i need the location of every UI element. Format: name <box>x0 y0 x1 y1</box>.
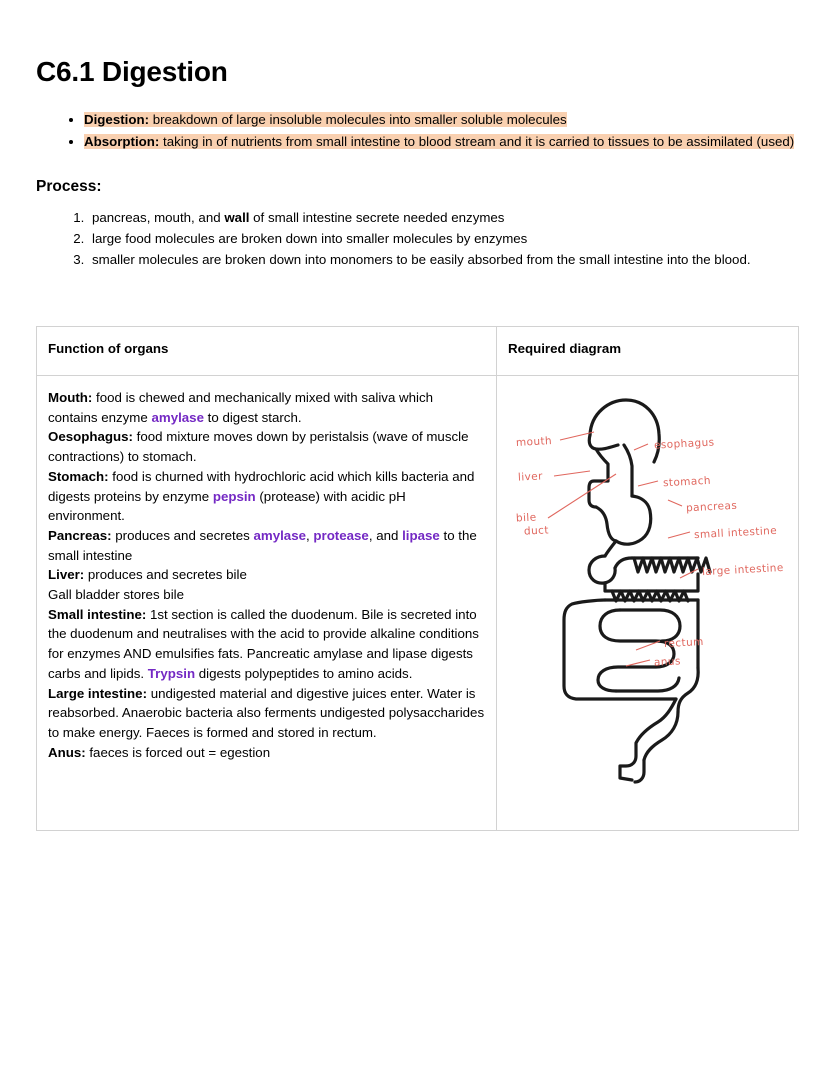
table-header-row <box>37 327 799 376</box>
page-title: C6.1 Digestion <box>36 56 228 87</box>
enzyme-term: amylase <box>151 409 204 425</box>
enzyme-term: Trypsin <box>147 665 196 681</box>
organ-functions-cell <box>37 376 497 831</box>
diagram-label-rectum: rectum <box>663 635 705 651</box>
organ-entry <box>48 587 184 602</box>
process-step-text-pre: large food molecules are broken down into smaller molecules by enzymes <box>92 230 528 246</box>
column-header-functions: Function of organs <box>37 327 497 376</box>
organ-description: Gall bladder stores bile <box>48 587 184 603</box>
definitions-list <box>36 110 798 152</box>
diagram-label-pancreas: pancreas <box>685 499 738 515</box>
definition-highlight <box>84 134 794 149</box>
definition-item-digestion <box>84 110 798 131</box>
organ-name: Stomach: <box>48 468 109 484</box>
organ-description: food mixture moves down by peristalsis (wave of muscle contractions) to stomach. <box>48 429 469 465</box>
definition-text: breakdown of large insoluble molecules into smaller soluble molecules <box>149 112 567 128</box>
organ-entry <box>48 528 477 563</box>
diagram-label-anus: anus <box>653 655 682 669</box>
organ-entry <box>48 390 433 425</box>
organ-name: Oesophagus: <box>48 429 133 445</box>
process-heading: Process: <box>36 178 102 196</box>
definition-highlight <box>84 112 567 127</box>
organ-description: 1st section is called the duodenum. Bile is secreted into the duodenum and neutralises with the acid to provide alkaline conditions for enzymes AND emulsifies fats. Pancreatic amylase and lipase digests carbs and lipids. <box>48 606 479 681</box>
organ-name: Mouth: <box>48 390 93 405</box>
process-step-text-bold: wall <box>224 210 250 226</box>
organ-description: , and <box>368 527 403 543</box>
organ-entry <box>48 429 468 464</box>
organ-description: digests polypeptides to amino acids. <box>195 665 413 681</box>
process-step <box>88 250 798 271</box>
organ-name: Large intestine: <box>48 685 148 701</box>
process-step-text-pre: smaller molecules are broken down into monomers to be easily absorbed from the small intestine into the blood. <box>92 251 751 267</box>
organ-entry <box>48 607 479 681</box>
diagram-label-small-intestine: small intestine <box>693 524 778 542</box>
enzyme-term: lipase <box>402 527 440 543</box>
organ-description: food is chewed and mechanically mixed with saliva which contains enzyme <box>48 390 434 425</box>
process-steps-list <box>36 208 798 270</box>
organ-description: food is churned with hydrochloric acid which kills bacteria and digests proteins by enzyme <box>48 468 475 504</box>
diagram-label-liver: liver <box>517 470 544 484</box>
diagram-label-mouth: mouth <box>515 435 553 449</box>
digestive-system-diagram <box>508 388 808 818</box>
definition-term: Absorption: <box>84 133 160 149</box>
diagram-label-duct: duct <box>523 524 550 538</box>
organ-entry <box>48 469 474 523</box>
organ-entry <box>48 686 484 740</box>
organ-name: Anus: <box>48 744 86 760</box>
diagram-cell <box>497 376 799 831</box>
process-step-text-post: of small intestine secrete needed enzymes <box>249 210 505 226</box>
organ-description: produces and secretes <box>111 527 254 543</box>
organ-entry <box>48 745 270 760</box>
column-header-diagram: Required diagram <box>497 327 799 376</box>
organ-function-table <box>36 326 799 831</box>
process-step <box>88 229 798 250</box>
definition-term: Digestion: <box>84 112 150 128</box>
organ-description: faeces is forced out = egestion <box>85 744 271 760</box>
organ-description: to the small intestine <box>48 527 477 563</box>
organ-description: undigested material and digestive juices enter. Water is reabsorbed. Anaerobic bacteria also ferments undigested polysaccharides to make energy. Faeces is formed and stored in rectum. <box>48 685 485 740</box>
definition-text: taking in of nutrients from small intestine to blood stream and it is carried to tissues to be assimilated (used) <box>159 133 795 149</box>
process-step <box>88 208 798 229</box>
organ-name: Liver: <box>48 567 85 583</box>
organ-description: produces and secretes bile <box>84 567 247 583</box>
enzyme-term: amylase <box>253 527 306 543</box>
organ-name: Small intestine: <box>48 606 147 622</box>
diagram-label-bile: bile <box>515 511 537 525</box>
organ-description: , <box>306 527 314 543</box>
enzyme-term: pepsin <box>212 488 256 504</box>
process-step-text-pre: pancreas, mouth, and <box>92 210 225 226</box>
organ-name: Pancreas: <box>48 527 112 543</box>
diagram-label-esophagus: esophagus <box>653 436 715 452</box>
organ-description: (protease) with acidic pH environment. <box>48 488 406 524</box>
table-row <box>37 376 799 831</box>
digestive-system-svg <box>508 388 808 818</box>
enzyme-term: protease <box>313 527 369 543</box>
organ-description: to digest starch. <box>203 409 302 425</box>
organ-entry <box>48 567 247 582</box>
diagram-label-large-intestine: large intestine <box>701 561 784 579</box>
diagram-label-stomach: stomach <box>662 474 712 490</box>
definition-item-absorption <box>84 132 798 153</box>
